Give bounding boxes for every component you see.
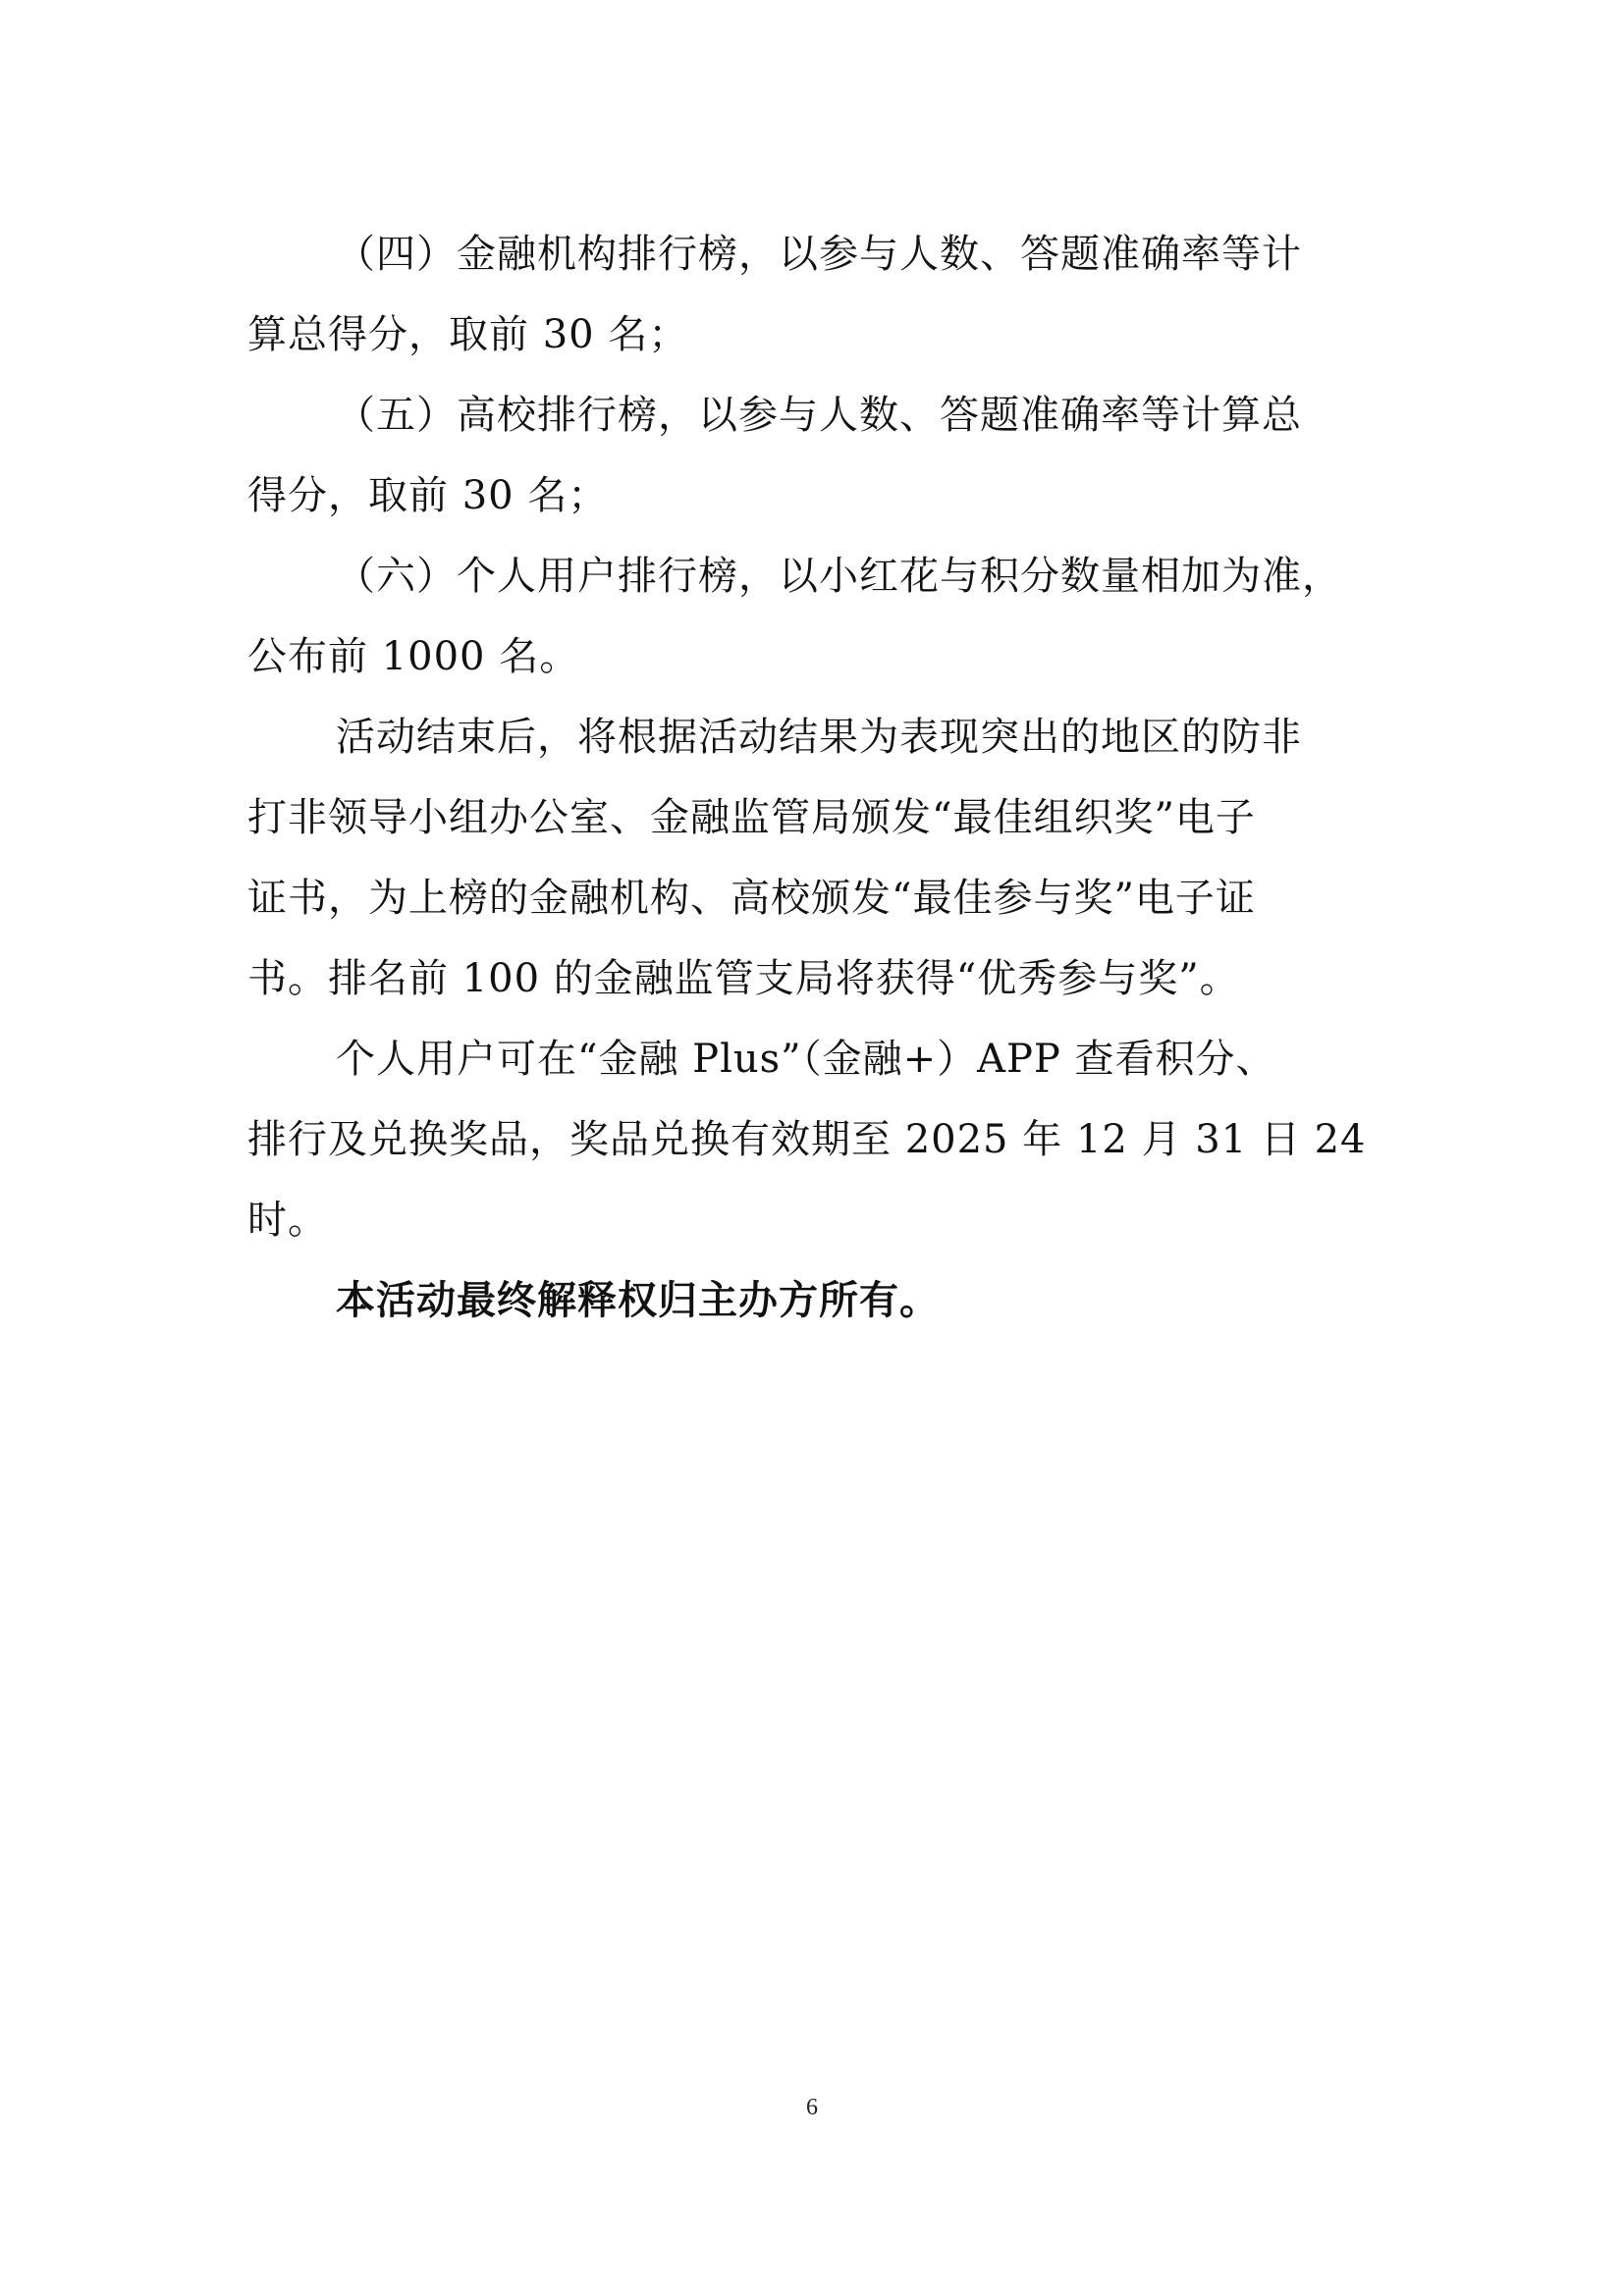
- paragraph-final-interpretation: 本活动最终解释权归主办方所有。: [336, 1277, 940, 1323]
- paragraph-university-ranking: （五）高校排行榜，以参与人数、答题准确率等计算总 得分，取前 30 名；: [247, 393, 1302, 518]
- document-body: [247, 214, 1386, 1341]
- paragraph-institution-ranking: （四）金融机构排行榜，以参与人数、答题准确率等计 算总得分，取前 30 名；: [247, 232, 1302, 357]
- page-number: 6: [806, 2095, 818, 2120]
- paragraph-individual-ranking: （六）个人用户排行榜，以小红花与积分数量相加为准， 公布前 1000 名。: [247, 554, 1342, 679]
- paragraph-awards: 活动结束后，将根据活动结果为表现突出的地区的防非 打非领导小组办公室、金融监管局颁发“最佳组织奖”电子 证书，为上榜的金融机构、高校颁发“最佳参与奖”电子证 书。排名前 100 的金融监管支局将获得“优秀参与奖”。: [247, 715, 1302, 1001]
- paragraph-redeem-points: 个人用户可在“金融 Plus”（金融+）APP 查看积分、 排行及兑换奖品，奖品兑换有效期至 2025 年 12 月 31 日 24 时。: [247, 1037, 1367, 1243]
